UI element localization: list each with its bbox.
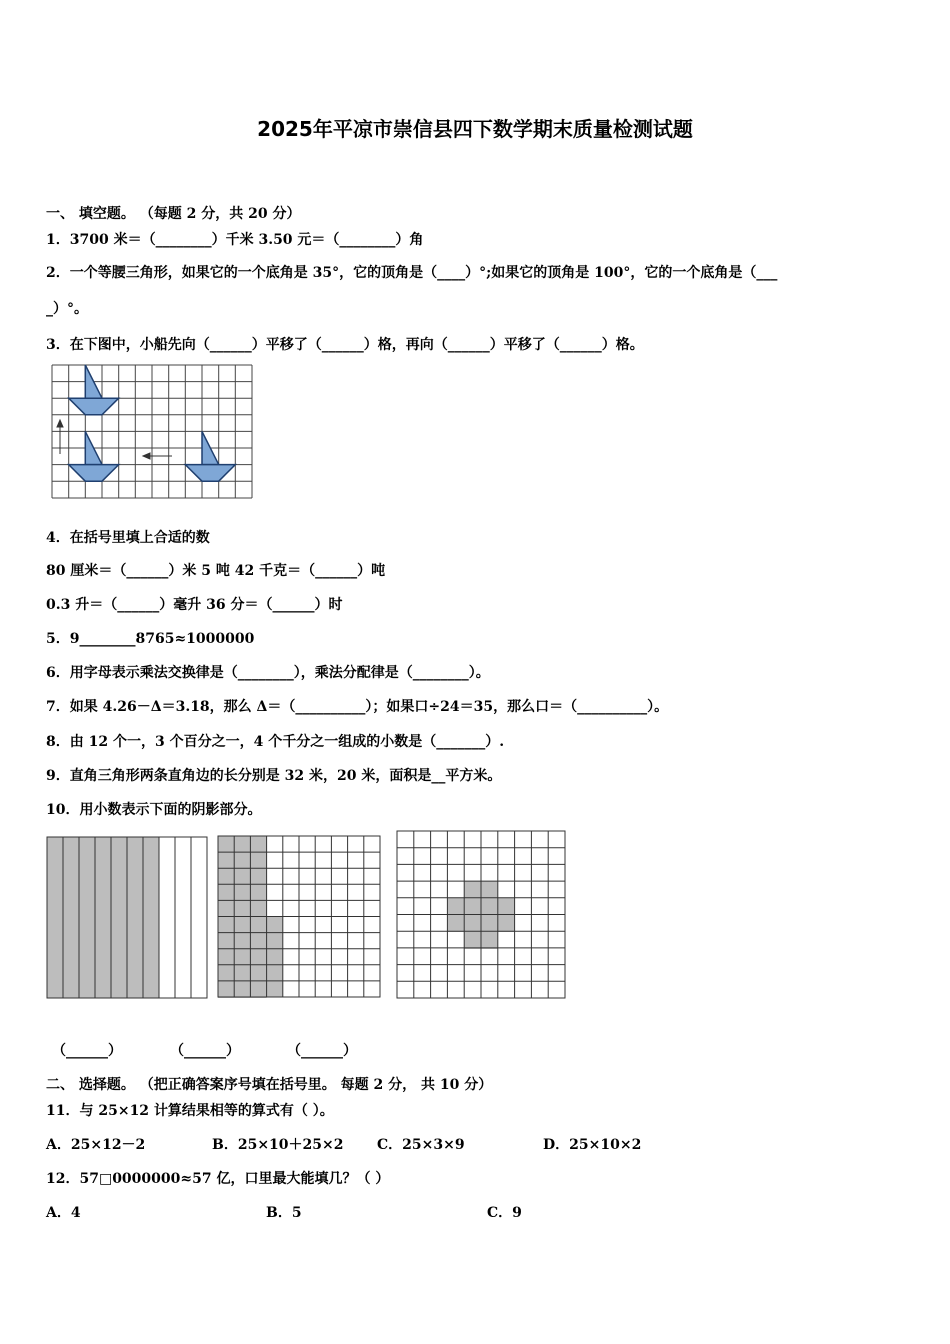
cross-grid-figure	[396, 830, 566, 999]
question-4: 4．在括号里填上合适的数	[46, 530, 210, 546]
question-11: 11．与 25×12 计算结果相等的算式有（ ）。	[46, 1103, 334, 1119]
staircase-grid-figure	[217, 835, 381, 998]
q11-option-b: B．25×10＋25×2	[212, 1137, 344, 1153]
question-4b: 0.3 升＝（______）毫升 36 分＝（______）时	[46, 597, 343, 613]
q10-blank-3: （______）	[287, 1043, 357, 1059]
question-3: 3．在下图中，小船先向（______）平移了（______）格，再向（______）平移了（______）格。	[46, 337, 644, 353]
q12-option-b: B．5	[266, 1205, 302, 1221]
q11-option-d: D．25×10×2	[543, 1137, 642, 1153]
boat-top	[69, 365, 119, 415]
q11-option-a: A．25×12－2	[46, 1137, 146, 1153]
question-8: 8．由 12 个一，3 个百分之一，4 个千分之一组成的小数是（_______）.	[46, 734, 505, 750]
q12-option-a: A．4	[46, 1205, 81, 1221]
question-2-cont: _）°。	[46, 301, 88, 317]
question-5: 5．9________8765≈1000000	[46, 631, 255, 647]
question-9: 9．直角三角形两条直角边的长分别是 32 米，20 米，面积是__平方米。	[46, 768, 502, 784]
up-arrow-icon	[57, 420, 63, 454]
boat-bottom-right	[185, 431, 235, 481]
question-1: 1．3700 米＝（________）千米 3.50 元＝（________）角	[46, 232, 424, 248]
q10-blank-1: （______）	[52, 1043, 122, 1059]
section2-header: 二、 选择题。 （把正确答案序号填在括号里。 每题 2 分， 共 10 分）	[46, 1077, 493, 1093]
q12-option-c: C．9	[487, 1205, 522, 1221]
question-4a: 80 厘米＝（______）米 5 吨 42 千克＝（______）吨	[46, 563, 386, 579]
left-arrow-icon	[143, 453, 172, 459]
boat-grid-figure	[51, 364, 253, 499]
page-title: 2025年平凉市崇信县四下数学期末质量检测试题	[257, 117, 693, 141]
q11-option-c: C．25×3×9	[377, 1137, 465, 1153]
question-2: 2．一个等腰三角形，如果它的一个底角是 35°，它的顶角是（____）°;如果它的顶角是 100°，它的一个底角是（___	[46, 265, 778, 281]
boat-bottom-left	[69, 431, 119, 481]
q10-blank-2: （______）	[170, 1043, 240, 1059]
question-12: 12．57□0000000≈57 亿，口里最大能填几？（ ）	[46, 1171, 390, 1187]
section1-header: 一、 填空题。 （每题 2 分，共 20 分）	[46, 206, 301, 222]
question-10: 10．用小数表示下面的阴影部分。	[46, 802, 262, 818]
question-6: 6．用字母表示乘法交换律是（________），乘法分配律是（________）。	[46, 665, 490, 681]
strip-figure	[46, 836, 208, 999]
question-7: 7．如果 4.26－Δ＝3.18，那么 Δ＝（__________）；如果口÷24＝35，那么口＝（__________）。	[46, 699, 669, 715]
